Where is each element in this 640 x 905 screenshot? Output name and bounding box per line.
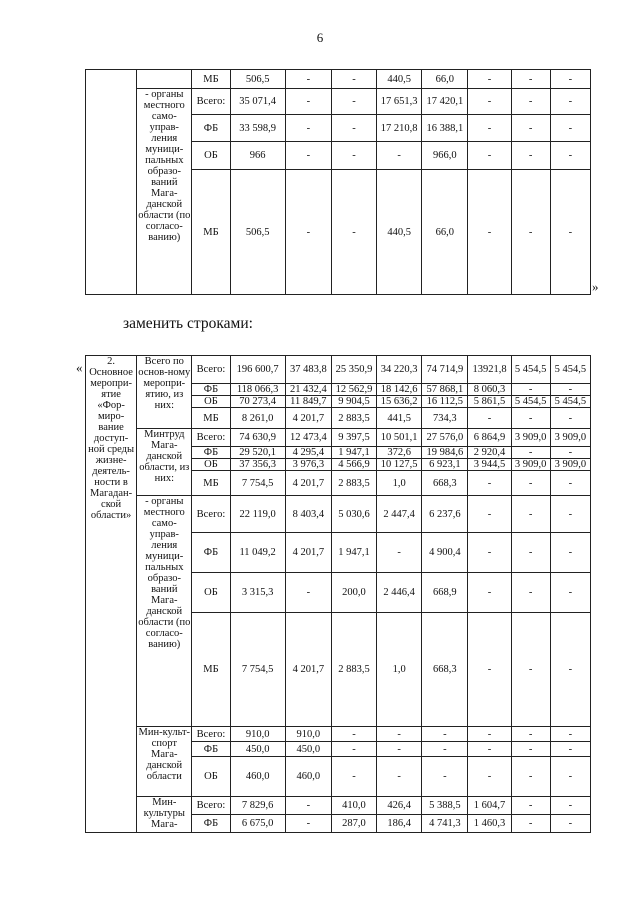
value-cell: -	[511, 447, 550, 459]
source-cell: МБ	[192, 170, 230, 295]
value-cell: -	[285, 115, 331, 142]
value-cell: -	[511, 170, 550, 295]
value-cell: -	[331, 142, 376, 170]
value-cell: 19 984,6	[422, 447, 468, 459]
value-cell: 1,0	[377, 613, 422, 727]
value-cell: -	[285, 170, 331, 295]
source-cell: МБ	[192, 70, 230, 89]
page-number: 6	[316, 30, 324, 45]
value-cell: 15 636,2	[377, 396, 422, 408]
value-cell: 22 119,0	[230, 496, 285, 533]
value-cell: 33 598,9	[230, 115, 285, 142]
value-cell: 3 909,0	[511, 459, 550, 471]
value-cell: 3 909,0	[550, 459, 590, 471]
value-cell: 4 201,7	[285, 408, 331, 429]
value-cell: -	[468, 727, 511, 742]
executor-cell: - органы местного само-управ-ления муници-пальных образо-ваний Мага-данской области (по согласо-ванию)	[137, 496, 192, 727]
value-cell: 3 909,0	[550, 429, 590, 447]
value-cell: 12 473,4	[285, 429, 331, 447]
value-cell: 441,5	[377, 408, 422, 429]
source-cell: ОБ	[192, 459, 230, 471]
value-cell: -	[550, 496, 590, 533]
value-cell: 11 849,7	[285, 396, 331, 408]
value-cell: 7 754,5	[230, 613, 285, 727]
source-cell: ФБ	[192, 815, 230, 833]
value-cell: -	[511, 742, 550, 757]
value-cell: -	[550, 408, 590, 429]
value-cell: -	[511, 797, 550, 815]
executor-cell: Мин-культ-спорт Мага-данской области	[137, 727, 192, 797]
value-cell: 4 741,3	[422, 815, 468, 833]
value-cell: -	[377, 727, 422, 742]
value-cell: 460,0	[285, 757, 331, 797]
source-cell: МБ	[192, 471, 230, 496]
table-row	[86, 89, 591, 115]
table-row	[86, 727, 591, 742]
value-cell: 3 944,5	[468, 459, 511, 471]
value-cell: -	[331, 115, 376, 142]
value-cell: -	[511, 613, 550, 727]
value-cell: -	[511, 573, 550, 613]
value-cell: 460,0	[230, 757, 285, 797]
value-cell: -	[285, 142, 331, 170]
value-cell: -	[550, 797, 590, 815]
value-cell: -	[468, 142, 511, 170]
value-cell: -	[468, 408, 511, 429]
table-row	[86, 70, 591, 89]
source-cell: ОБ	[192, 573, 230, 613]
value-cell: 9 904,5	[331, 396, 376, 408]
replace-heading: заменить строками:	[123, 315, 253, 332]
value-cell: -	[377, 757, 422, 797]
value-cell: -	[377, 533, 422, 573]
value-cell: -	[422, 757, 468, 797]
value-cell: -	[468, 533, 511, 573]
value-cell: 7 754,5	[230, 471, 285, 496]
value-cell: 196 600,7	[230, 356, 285, 384]
value-cell: -	[550, 471, 590, 496]
value-cell: 17 651,3	[377, 89, 422, 115]
value-cell: 34 220,3	[377, 356, 422, 384]
value-cell: -	[550, 170, 590, 295]
value-cell: 21 432,4	[285, 384, 331, 396]
value-cell: 5 030,6	[331, 496, 376, 533]
value-cell: 6 864,9	[468, 429, 511, 447]
value-cell: -	[511, 408, 550, 429]
value-cell: 506,5	[230, 170, 285, 295]
value-cell: 5 454,5	[550, 396, 590, 408]
value-cell: 2 883,5	[331, 408, 376, 429]
value-cell: 734,3	[422, 408, 468, 429]
value-cell: 29 520,1	[230, 447, 285, 459]
value-cell: 2 883,5	[331, 613, 376, 727]
executor-cell: Минтруд Мага-данской области, из них:	[137, 429, 192, 496]
value-cell: -	[550, 115, 590, 142]
value-cell: 4 201,7	[285, 533, 331, 573]
value-cell: 1 947,1	[331, 447, 376, 459]
value-cell: -	[550, 89, 590, 115]
empty-cell	[137, 70, 192, 89]
source-cell: ФБ	[192, 742, 230, 757]
value-cell: 5 454,5	[511, 396, 550, 408]
value-cell: -	[468, 115, 511, 142]
value-cell: 5 454,5	[511, 356, 550, 384]
value-cell: -	[550, 727, 590, 742]
value-cell: 4 295,4	[285, 447, 331, 459]
value-cell: -	[422, 742, 468, 757]
value-cell: -	[550, 533, 590, 573]
value-cell: 668,3	[422, 471, 468, 496]
value-cell: 2 883,5	[331, 471, 376, 496]
value-cell: 200,0	[331, 573, 376, 613]
value-cell: -	[331, 89, 376, 115]
opening-quote: «	[76, 360, 83, 375]
value-cell: 9 397,5	[331, 429, 376, 447]
table-row	[86, 356, 591, 384]
value-cell: 25 350,9	[331, 356, 376, 384]
executor-cell: Мин-культуры Мага-	[137, 797, 192, 833]
table-row	[86, 797, 591, 815]
value-cell: -	[377, 742, 422, 757]
value-cell: 4 201,7	[285, 613, 331, 727]
value-cell: -	[550, 447, 590, 459]
value-cell: -	[550, 70, 590, 89]
value-cell: 66,0	[422, 70, 468, 89]
budget-table-new	[85, 355, 591, 833]
executor-cell: Всего по основ-ному меропри-ятию, из них:	[137, 356, 192, 429]
value-cell: 74 630,9	[230, 429, 285, 447]
event-name: Основное меропри-ятие «Фор-миро-вание доступ-ной среды жизне-деятель-ности в Магадан-ской области»	[88, 367, 135, 521]
value-cell: 16 388,1	[422, 115, 468, 142]
value-cell: -	[550, 815, 590, 833]
value-cell: 17 210,8	[377, 115, 422, 142]
value-cell: -	[331, 742, 376, 757]
value-cell: 440,5	[377, 70, 422, 89]
value-cell: -	[422, 727, 468, 742]
value-cell: -	[285, 70, 331, 89]
value-cell: 6 923,1	[422, 459, 468, 471]
source-cell: Всего:	[192, 429, 230, 447]
value-cell: -	[511, 533, 550, 573]
value-cell: 74 714,9	[422, 356, 468, 384]
value-cell: 910,0	[230, 727, 285, 742]
value-cell: -	[377, 142, 422, 170]
value-cell: 3 976,3	[285, 459, 331, 471]
empty-cell	[86, 70, 137, 295]
value-cell: -	[511, 384, 550, 396]
source-cell: ФБ	[192, 115, 230, 142]
source-cell: ОБ	[192, 757, 230, 797]
table-row	[86, 496, 591, 533]
value-cell: 10 501,1	[377, 429, 422, 447]
source-cell: ФБ	[192, 533, 230, 573]
value-cell: -	[550, 142, 590, 170]
value-cell: 4 900,4	[422, 533, 468, 573]
source-cell: Всего:	[192, 727, 230, 742]
value-cell: -	[331, 170, 376, 295]
source-cell: ФБ	[192, 384, 230, 396]
value-cell: -	[331, 70, 376, 89]
source-cell: Всего:	[192, 797, 230, 815]
value-cell: 372,6	[377, 447, 422, 459]
value-cell: -	[511, 89, 550, 115]
value-cell: 668,3	[422, 613, 468, 727]
value-cell: 668,9	[422, 573, 468, 613]
value-cell: 1 604,7	[468, 797, 511, 815]
value-cell: -	[511, 142, 550, 170]
value-cell: -	[285, 815, 331, 833]
value-cell: -	[511, 727, 550, 742]
value-cell: 1 460,3	[468, 815, 511, 833]
value-cell: -	[468, 573, 511, 613]
value-cell: -	[511, 815, 550, 833]
value-cell: 10 127,5	[377, 459, 422, 471]
event-cell	[86, 356, 137, 833]
source-cell: Всего:	[192, 89, 230, 115]
value-cell: -	[511, 757, 550, 797]
value-cell: 13921,8	[468, 356, 511, 384]
value-cell: 440,5	[377, 170, 422, 295]
value-cell: 5 388,5	[422, 797, 468, 815]
value-cell: -	[468, 496, 511, 533]
value-cell: 8 403,4	[285, 496, 331, 533]
source-cell: МБ	[192, 408, 230, 429]
value-cell: -	[511, 70, 550, 89]
source-cell: Всего:	[192, 496, 230, 533]
value-cell: 27 576,0	[422, 429, 468, 447]
value-cell: 1,0	[377, 471, 422, 496]
value-cell: -	[331, 757, 376, 797]
value-cell: -	[550, 757, 590, 797]
budget-table-old	[85, 69, 591, 295]
source-cell: ОБ	[192, 142, 230, 170]
value-cell: -	[511, 496, 550, 533]
value-cell: -	[511, 471, 550, 496]
value-cell: 1 947,1	[331, 533, 376, 573]
value-cell: -	[468, 757, 511, 797]
value-cell: 35 071,4	[230, 89, 285, 115]
value-cell: -	[285, 573, 331, 613]
source-cell: Всего:	[192, 356, 230, 384]
value-cell: 966,0	[422, 142, 468, 170]
value-cell: 3 909,0	[511, 429, 550, 447]
value-cell: 5 861,5	[468, 396, 511, 408]
value-cell: -	[550, 573, 590, 613]
value-cell: 16 112,5	[422, 396, 468, 408]
value-cell: 8 060,3	[468, 384, 511, 396]
value-cell: 11 049,2	[230, 533, 285, 573]
value-cell: -	[468, 613, 511, 727]
value-cell: 7 829,6	[230, 797, 285, 815]
value-cell: 450,0	[285, 742, 331, 757]
value-cell: 66,0	[422, 170, 468, 295]
value-cell: -	[468, 471, 511, 496]
closing-quote: »	[592, 279, 599, 294]
value-cell: 57 868,1	[422, 384, 468, 396]
value-cell: -	[511, 115, 550, 142]
table-row	[86, 429, 591, 447]
value-cell: -	[468, 170, 511, 295]
value-cell: 2 446,4	[377, 573, 422, 613]
value-cell: 410,0	[331, 797, 376, 815]
value-cell: -	[468, 89, 511, 115]
value-cell: 2 920,4	[468, 447, 511, 459]
value-cell: 450,0	[230, 742, 285, 757]
value-cell: -	[550, 742, 590, 757]
value-cell: -	[550, 384, 590, 396]
value-cell: 426,4	[377, 797, 422, 815]
value-cell: 37 356,3	[230, 459, 285, 471]
value-cell: -	[468, 742, 511, 757]
value-cell: 4 566,9	[331, 459, 376, 471]
value-cell: 186,4	[377, 815, 422, 833]
value-cell: 37 483,8	[285, 356, 331, 384]
source-cell: ФБ	[192, 447, 230, 459]
value-cell: 287,0	[331, 815, 376, 833]
value-cell: -	[468, 70, 511, 89]
event-number: 2.	[107, 356, 116, 367]
value-cell: 70 273,4	[230, 396, 285, 408]
value-cell: 5 454,5	[550, 356, 590, 384]
source-cell: ОБ	[192, 396, 230, 408]
value-cell: 18 142,6	[377, 384, 422, 396]
value-cell: 3 315,3	[230, 573, 285, 613]
value-cell: 2 447,4	[377, 496, 422, 533]
value-cell: 118 066,3	[230, 384, 285, 396]
value-cell: 910,0	[285, 727, 331, 742]
value-cell: 17 420,1	[422, 89, 468, 115]
value-cell: 6 675,0	[230, 815, 285, 833]
value-cell: 8 261,0	[230, 408, 285, 429]
value-cell: -	[285, 89, 331, 115]
value-cell: -	[331, 727, 376, 742]
source-cell: МБ	[192, 613, 230, 727]
value-cell: 6 237,6	[422, 496, 468, 533]
value-cell: -	[285, 797, 331, 815]
value-cell: 966	[230, 142, 285, 170]
executor-cell: - органы местного само-управ-ления муници-пальных образо-ваний Мага-данской области (по согласо-ванию)	[137, 89, 192, 295]
value-cell: -	[550, 613, 590, 727]
value-cell: 506,5	[230, 70, 285, 89]
value-cell: 4 201,7	[285, 471, 331, 496]
value-cell: 12 562,9	[331, 384, 376, 396]
